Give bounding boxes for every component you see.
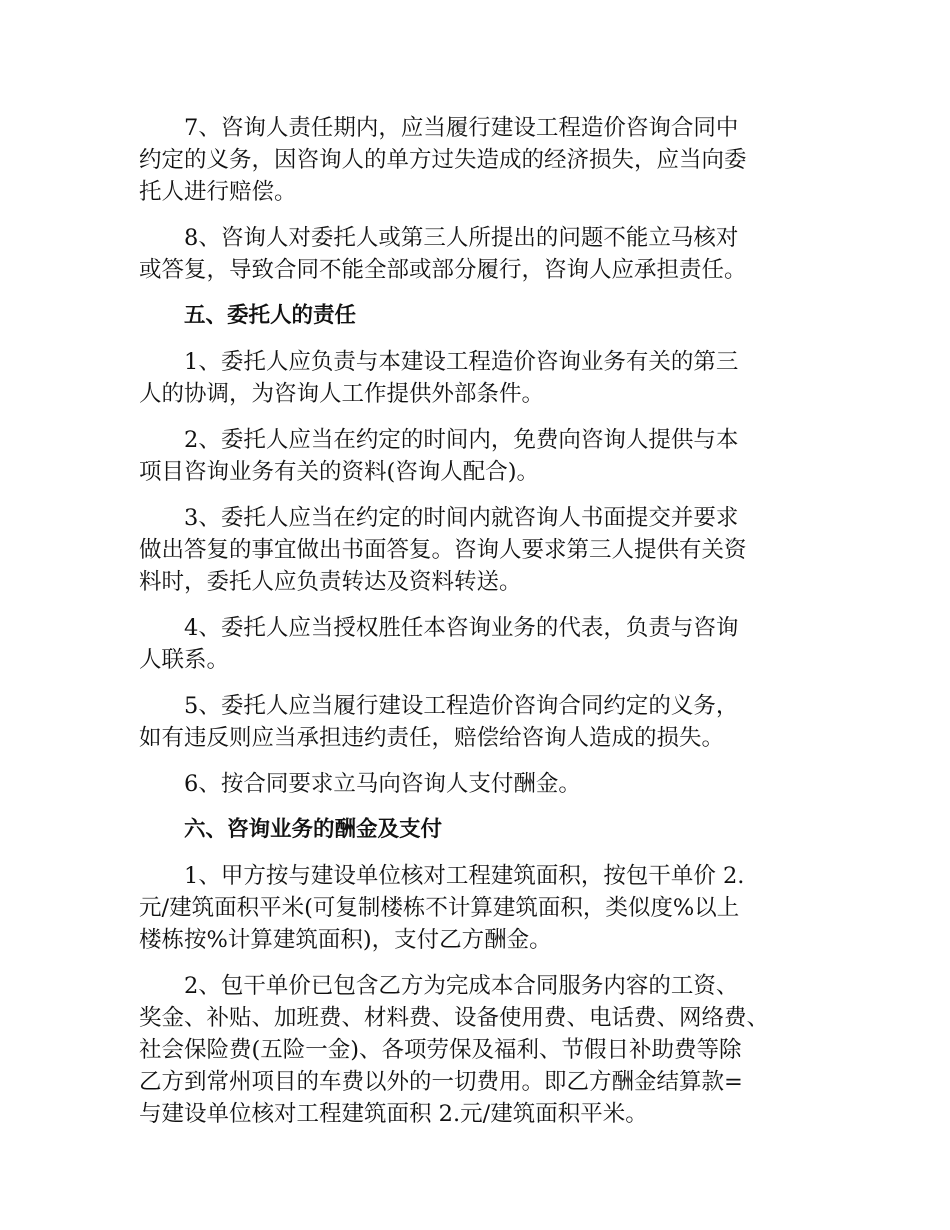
text-line: 社会保险费(五险一金)、各项劳保及福利、节假日补助费等除 <box>139 1037 742 1063</box>
text-line: 如有违反则应当承担违约责任，赔偿给咨询人造成的损失。 <box>139 725 725 751</box>
text-line: 6、按合同要求立马向咨询人支付酬金。 <box>184 771 581 797</box>
text-line: 与建设单位核对工程建筑面积 2.元/建筑面积平米。 <box>139 1101 648 1127</box>
clause-paragraph <box>139 690 839 754</box>
text-line: 六、咨询业务的酬金及支付 <box>184 817 443 842</box>
text-line: 托人进行赔偿。 <box>139 179 297 205</box>
text-line: 2、包干单价已包含乙方为完成本合同服务内容的工资、 <box>184 973 739 999</box>
clause-paragraph <box>139 502 839 598</box>
document-page <box>139 112 839 1144</box>
clause-paragraph <box>139 222 839 286</box>
text-line: 5、委托人应当履行建设工程造价咨询合同约定的义务， <box>184 693 739 719</box>
text-line: 人联系。 <box>139 647 230 673</box>
text-line: 约定的义务，因咨询人的单方过失造成的经济损失，应当向委 <box>139 147 747 173</box>
text-line: 做出答复的事宜做出书面答复。咨询人要求第三人提供有关资 <box>139 537 747 563</box>
clause-paragraph <box>139 970 839 1130</box>
text-line: 料时，委托人应负责转达及资料转送。 <box>139 569 522 595</box>
text-line: 人的协调，为咨询人工作提供外部条件。 <box>139 381 545 407</box>
text-line: 奖金、补贴、加班费、材料费、设备使用费、电话费、网络费、 <box>139 1005 770 1031</box>
text-line: 项目咨询业务有关的资料(咨询人配合)。 <box>139 459 540 485</box>
clause-paragraph <box>139 112 839 208</box>
clause-paragraph <box>139 612 839 676</box>
text-line: 五、委托人的责任 <box>184 303 357 328</box>
clause-paragraph <box>139 346 839 410</box>
text-line: 8、咨询人对委托人或第三人所提出的问题不能立马核对 <box>184 225 739 251</box>
text-line: 乙方到常州项目的车费以外的一切费用。即乙方酬金结算款= <box>139 1069 743 1095</box>
clause-paragraph <box>139 768 839 800</box>
section-heading <box>139 300 839 332</box>
section-heading <box>139 814 839 846</box>
text-line: 7、咨询人责任期内，应当履行建设工程造价咨询合同中 <box>184 115 739 141</box>
text-line: 元/建筑面积平米(可复制楼栋不计算建筑面积，类似度%以上 <box>139 895 740 921</box>
text-line: 楼栋按%计算建筑面积)，支付乙方酬金。 <box>139 927 552 953</box>
clause-paragraph <box>139 424 839 488</box>
text-line: 2、委托人应当在约定的时间内，免费向咨询人提供与本 <box>184 427 739 453</box>
text-line: 4、委托人应当授权胜任本咨询业务的代表，负责与咨询 <box>184 615 739 641</box>
text-line: 或答复，导致合同不能全部或部分履行，咨询人应承担责任。 <box>139 257 747 283</box>
text-line: 1、委托人应负责与本建设工程造价咨询业务有关的第三 <box>184 349 739 375</box>
text-line: 1、甲方按与建设单位核对工程建筑面积，按包干单价 2. <box>184 863 745 889</box>
clause-paragraph <box>139 860 839 956</box>
text-line: 3、委托人应当在约定的时间内就咨询人书面提交并要求 <box>184 505 739 531</box>
